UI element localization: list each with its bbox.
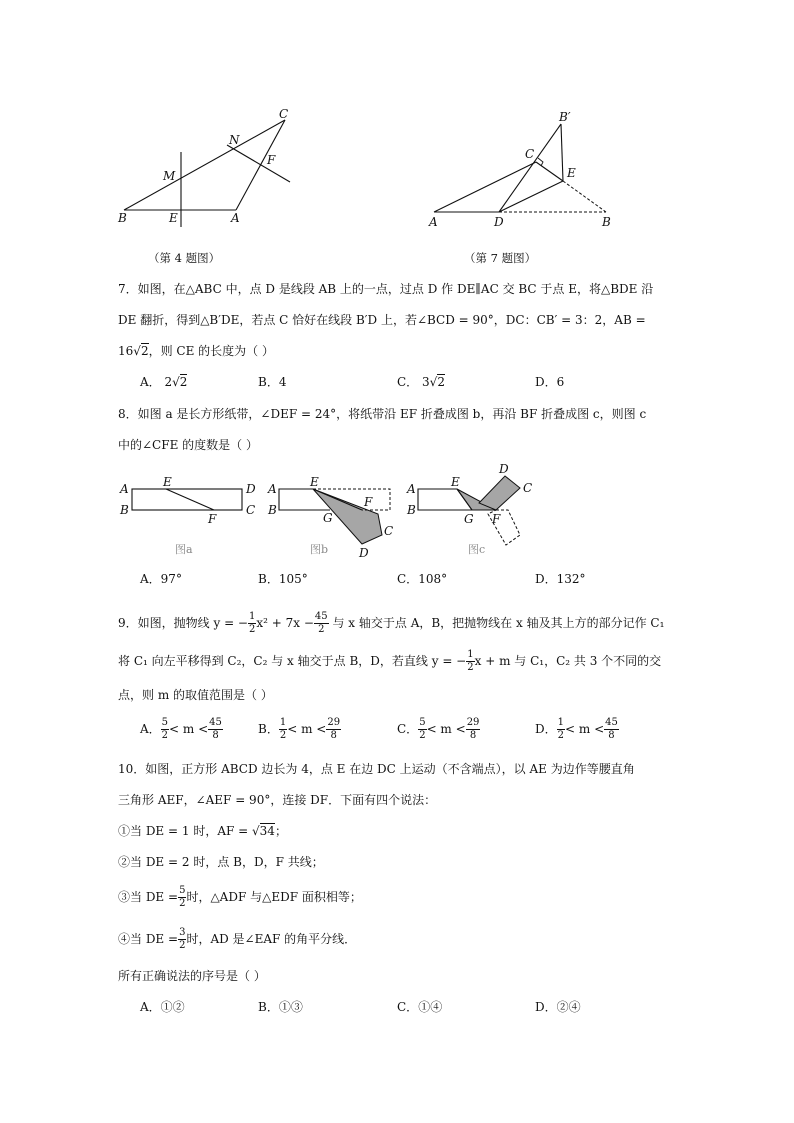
q7-option-a[interactable]: A． 2√2 <box>140 375 188 389</box>
q10-s3-pre: ③当 DE = <box>118 890 179 904</box>
q8-line-2: 中的∠CFE 的度数是（ ） <box>118 438 258 452</box>
fig8a-label-e: E <box>163 475 172 489</box>
q9-option-a-left-num: 5 <box>161 717 169 728</box>
q10-option-b[interactable] <box>258 998 303 1016</box>
fig8b-name: 图b <box>310 543 329 556</box>
q7-option-c[interactable]: C． 3√2 <box>397 375 445 389</box>
q10-line-1: 10．如图，正方形 ABCD 边长为 4，点 E 在边 DC 上运动（不含端点），以 AE 为边作等腰直角 <box>118 762 635 776</box>
fig8a-strip <box>132 489 242 510</box>
q9-option-d-right-den: 8 <box>608 730 615 741</box>
q10-s1-post: ； <box>274 824 287 838</box>
q10-option-c-text: ①④ <box>418 1000 443 1014</box>
q9-l1-eq-y: y = − <box>213 616 248 630</box>
q9-l2-eq-y: y = − <box>431 654 467 668</box>
q8-option-c-letter: C． <box>397 572 419 586</box>
figure-8 <box>110 458 550 568</box>
q9-option-c-letter: C． <box>397 722 419 736</box>
q10-option-a[interactable] <box>140 998 185 1016</box>
fig4-label-n: N <box>229 133 240 147</box>
q8-option-d-letter: D． <box>535 572 557 586</box>
q9-l1-frac-1-num: 1 <box>249 611 256 622</box>
fig8c-label-d: D <box>499 462 509 476</box>
fig8b-label-c: C <box>384 524 394 538</box>
q9-option-b-left-frac <box>279 717 287 742</box>
fig7-dashed-eb <box>563 181 606 212</box>
q10-option-d-letter: D． <box>535 1000 557 1014</box>
q9-line-2 <box>118 648 661 674</box>
q9-option-a-mid: < m < <box>169 722 209 736</box>
q10-s4-post: 时，AD 是∠EAF 的角平分线． <box>186 932 357 946</box>
q9-option-d-mid: < m < <box>565 722 605 736</box>
q10-line-2: 三角形 AEF，∠AEF = 90°，连接 DF．下面有四个说法： <box>118 793 437 807</box>
q7-l3-sqrt: √2 <box>133 344 149 358</box>
q9-option-c[interactable] <box>397 716 480 742</box>
q8-option-d-text: 132° <box>556 572 586 586</box>
fig8c-label-f: F <box>492 512 501 526</box>
fig7-label-a: A <box>429 215 438 229</box>
q9-option-d-left-num: 1 <box>557 717 564 728</box>
q10-s4-pre: ④当 DE = <box>118 932 179 946</box>
q9-l1-frac-2-den: 2 <box>318 624 325 635</box>
fig4-cross-line <box>227 145 290 182</box>
fig4-label-a: A <box>231 211 240 225</box>
figure-7 <box>420 100 620 230</box>
q9-l2-frac-den: 2 <box>467 662 474 673</box>
q9-line-1 <box>118 610 664 636</box>
q9-l1-text-a: 9．如图，抛物线 <box>118 616 210 630</box>
q9-option-b-left-den: 2 <box>279 730 287 741</box>
q10-statement-2: ②当 DE = 2 时，点 B，D，F 共线； <box>118 855 324 869</box>
q8-line-1: 8．如图 a 是长方形纸带，∠DEF = 24°，将纸带沿 EF 折叠成图 b，再沿 BF 折叠成图 c，则图 c <box>118 407 647 421</box>
q9-l1-frac-2-num: 45 <box>314 611 328 622</box>
q10-option-c[interactable] <box>397 998 442 1016</box>
q9-option-c-right-frac <box>466 717 481 742</box>
q9-line-3: 点，则 m 的取值范围是（ ） <box>118 688 273 702</box>
q9-l2-text-a: 将 C₁ 向左平移得到 C₂，C₂ 与 x 轴交于点 B，D，若直线 <box>118 654 428 668</box>
fig7-label-bprime: B′ <box>559 110 571 124</box>
q9-l1-text-b: 与 x 轴交于点 A，B，把抛物线在 x 轴及其上方的部分记作 C₁ <box>332 616 665 630</box>
fig8a-label-a: A <box>120 482 129 496</box>
q8-option-c-text: 108° <box>418 572 448 586</box>
fig7-segment-bprime-e <box>561 124 563 181</box>
q9-option-c-left-num: 5 <box>419 717 426 728</box>
q9-option-d-letter: D． <box>535 722 557 736</box>
fig7-segment-ce <box>536 162 563 181</box>
q9-option-b-right-den: 8 <box>330 730 337 741</box>
fig8b-label-b: B <box>268 503 277 517</box>
q7-option-b-letter: B． <box>258 375 279 389</box>
fig4-label-c: C <box>279 107 289 121</box>
fig8c-folded-part-right <box>479 476 520 510</box>
q7-l3-radicand: 2 <box>140 344 149 358</box>
q10-option-a-letter: A． <box>140 1000 161 1014</box>
q8-option-d[interactable] <box>535 570 586 588</box>
fig8c-label-e: E <box>451 475 460 489</box>
q10-s3-frac-num: 5 <box>179 885 186 896</box>
q10-option-c-letter: C． <box>397 1000 419 1014</box>
fig4-label-m: M <box>163 169 176 183</box>
fig4-label-b: B <box>118 211 127 225</box>
q10-statement-4 <box>118 926 356 952</box>
q9-option-b-letter: B． <box>258 722 279 736</box>
q7-option-d[interactable] <box>535 373 564 391</box>
q10-statement-1: ①当 DE = 1 时，AF = √34； <box>118 824 287 838</box>
q7-line-1: 7．如图，在△ABC 中，点 D 是线段 AB 上的一点，过点 D 作 DE∥AC 交 BC 于点 E，将△BDE 沿 <box>118 282 654 296</box>
q9-option-a-left-den: 2 <box>161 730 169 741</box>
fig8c-label-g: G <box>464 512 474 526</box>
q7-line-3 <box>118 342 274 360</box>
q10-statement-3 <box>118 884 362 910</box>
q8-option-b[interactable] <box>258 570 308 588</box>
q9-option-b[interactable] <box>258 716 341 742</box>
q9-option-d-left-den: 2 <box>557 730 564 741</box>
q9-option-c-left-den: 2 <box>419 730 426 741</box>
q7-option-a-radicand: 2 <box>179 375 188 389</box>
q9-option-a-right-den: 8 <box>212 730 219 741</box>
fig8b-label-e: E <box>310 475 319 489</box>
fig8a-name: 图a <box>175 543 193 556</box>
q9-option-a-right-num: 45 <box>209 717 222 728</box>
fig8a-label-c: C <box>246 503 256 517</box>
q7-option-d-letter: D． <box>535 375 557 389</box>
q8-option-b-letter: B． <box>258 572 279 586</box>
q9-l2-frac-num: 1 <box>467 649 474 660</box>
q9-l1-eq-mid: x² + 7x − <box>256 616 314 630</box>
q8-option-a-text: 97° <box>160 572 182 586</box>
q10-ask: 所有正确说法的序号是（ ） <box>118 969 266 983</box>
fig7-segment-ac <box>434 162 536 212</box>
fig8c-name: 图c <box>468 543 486 556</box>
fig7-segment-dbprime <box>499 124 561 212</box>
fig8a-label-f: F <box>208 512 217 526</box>
q10-option-d[interactable] <box>535 998 581 1016</box>
fig4-label-e: E <box>169 211 178 225</box>
q9-option-c-left-frac <box>418 717 426 742</box>
q9-option-b-right-frac <box>326 717 341 742</box>
fig8c-label-c: C <box>523 481 533 495</box>
q9-l2-tail: x + m 与 C₁，C₂ 共 3 个不同的交 <box>474 654 662 668</box>
q9-option-c-right-den: 8 <box>469 730 477 741</box>
q10-s3-post: 时，△ADF 与△EDF 面积相等； <box>186 890 362 904</box>
q7-option-c-letter: C． <box>397 375 419 389</box>
fig8b-label-d: D <box>359 546 369 560</box>
q9-l1-frac-2 <box>314 611 329 636</box>
fig8a-label-b: B <box>120 503 129 517</box>
q9-option-a-letter: A． <box>140 722 161 736</box>
q7-option-b[interactable] <box>258 373 286 391</box>
q10-s1-radicand: 34 <box>259 824 275 838</box>
q7-line-2: DE 翻折，得到△B′DE，若点 C 恰好在线段 B′D 上，若∠BCD = 90°，DC：CB′ = 3：2，AB = <box>118 313 646 327</box>
fig7-label-d: D <box>494 215 504 229</box>
q9-option-b-mid: < m < <box>287 722 327 736</box>
q10-option-b-text: ①③ <box>278 1000 303 1014</box>
q7-option-c-coef: 3 <box>422 375 430 389</box>
fig7-label-b: B <box>602 215 611 229</box>
q10-s4-frac-den: 2 <box>179 940 186 951</box>
q7-option-a-letter: A． <box>140 375 161 389</box>
figure-4 <box>110 100 310 230</box>
fig8a-label-d: D <box>246 482 256 496</box>
q9-option-a-right-frac <box>208 717 223 742</box>
fig8c-label-b: B <box>407 503 416 517</box>
q10-option-b-letter: B． <box>258 1000 279 1014</box>
q10-s3-frac-den: 2 <box>179 898 186 909</box>
q10-option-d-text: ②④ <box>556 1000 581 1014</box>
fig7-label-e: E <box>567 166 576 180</box>
q9-option-d-right-frac <box>604 717 619 742</box>
figure-4-caption: （第 4 题图） <box>148 251 221 265</box>
q8-option-a-letter: A． <box>140 572 161 586</box>
fig8b-label-g: G <box>323 511 333 525</box>
q7-l3-coef: 16 <box>118 344 134 358</box>
q7-option-d-text: 6 <box>556 375 565 389</box>
q7-l3-post: ，则 CE 的长度为（ ） <box>148 344 274 358</box>
q9-option-c-right-num: 29 <box>466 717 480 728</box>
fig8a-fold-line-ef <box>166 489 214 510</box>
q8-option-b-text: 105° <box>278 572 308 586</box>
fig8c-label-a: A <box>407 482 416 496</box>
q9-option-a[interactable] <box>140 716 223 742</box>
figure-7-caption: （第 7 题图） <box>464 251 537 265</box>
q10-s1-pre: ①当 DE = 1 时，AF = <box>118 824 249 838</box>
fig4-label-f: F <box>267 153 276 167</box>
q7-option-b-text: 4 <box>278 375 287 389</box>
q10-s4-frac-num: 3 <box>179 927 186 938</box>
fig8b-label-f: F <box>364 495 373 509</box>
q9-option-a-left-frac <box>161 717 169 742</box>
q9-option-b-right-num: 29 <box>327 717 341 728</box>
q8-option-a[interactable] <box>140 570 182 588</box>
q9-option-c-mid: < m < <box>426 722 466 736</box>
fig7-label-c: C <box>525 147 535 161</box>
q9-option-b-left-num: 1 <box>279 717 287 728</box>
fig7-segment-de <box>499 181 563 212</box>
q9-l2-frac <box>466 649 474 674</box>
q8-option-c[interactable] <box>397 570 447 588</box>
q9-option-d[interactable] <box>535 716 619 742</box>
q10-option-a-text: ①② <box>160 1000 185 1014</box>
q7-option-c-radicand: 2 <box>437 375 445 389</box>
q7-option-a-coef: 2 <box>164 375 173 389</box>
q9-option-d-left-frac <box>557 717 565 742</box>
fig8b-label-a: A <box>268 482 277 496</box>
q9-option-d-right-num: 45 <box>605 717 618 728</box>
q9-l1-frac-1-den: 2 <box>249 624 256 635</box>
